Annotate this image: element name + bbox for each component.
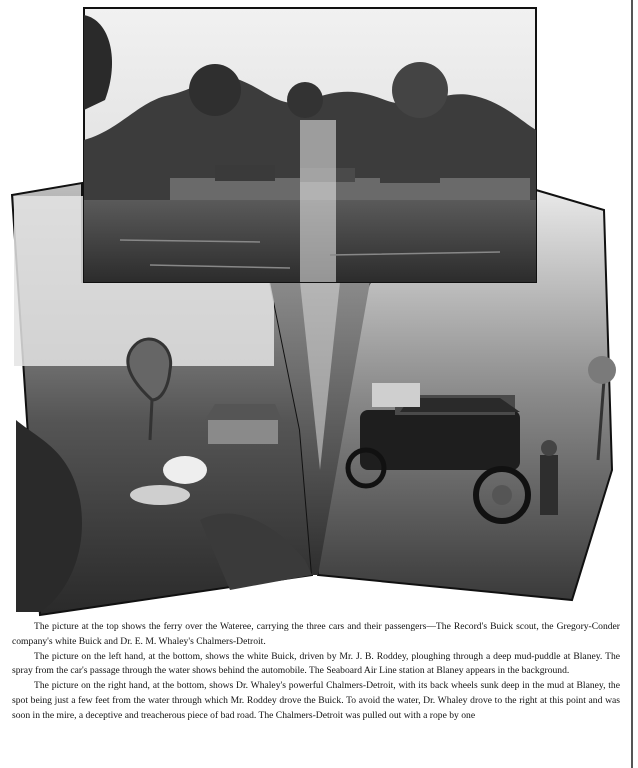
caption-paragraph-2: The picture on the left hand, at the bottom, shows the white Buick, driven by Mr. J. B. Roddey, ploughing through a deep mud-puddle at Blaney. The spray from the car's passage through the water shows behind the automobile. The Seaboard Air Line station at Blaney appears in the background. [12,650,620,677]
caption-paragraph-1: The picture at the top shows the ferry over the Wateree, carrying the three cars and their passengers—The Record's Buick scout, the Gregory-Conder company's white Buick and Dr. E. M. Whaley's Chalmers-Detroit. [12,621,620,647]
photo-caption [12,620,620,724]
caption-paragraph-3: The picture on the right hand, at the bottom, shows Dr. Whaley's powerful Chalmers-Detroit, with its back wheels sunk deep in the mud at Blaney, the spot being just a few feet from the water through which Mr. Roddey drove the Buick. To avoid the water, Dr. Whaley drove to the right at this point and was soon in the mire, a deceptive and treacherous piece of bad road. The Chalmers-Detroit was pulled out with a rope by one [12,680,620,721]
top-photo [84,8,536,282]
column-rule [631,0,633,768]
